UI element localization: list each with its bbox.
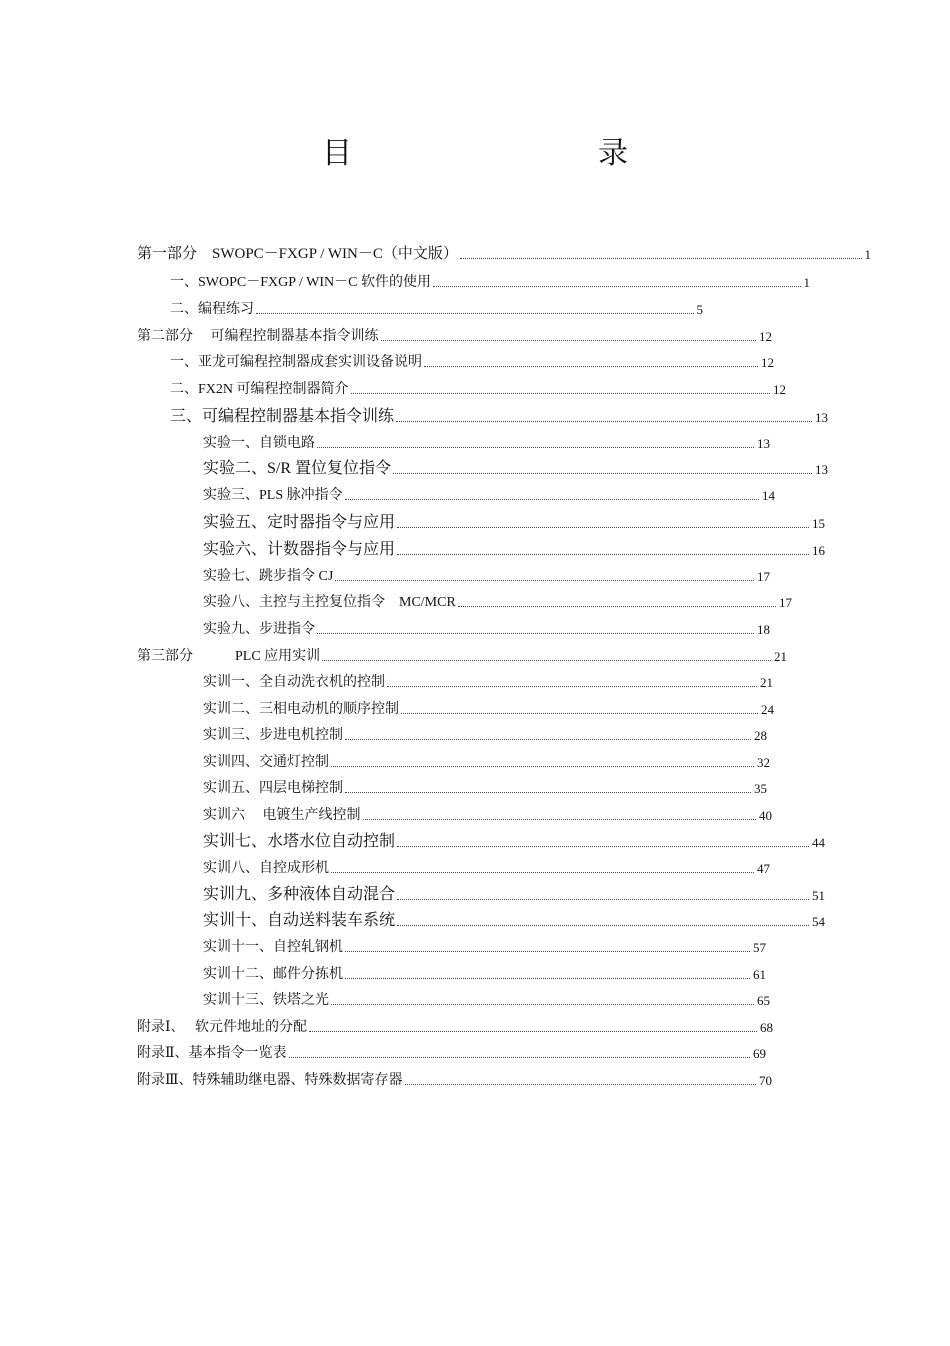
toc-entry-page: 16: [812, 543, 825, 558]
toc-entry-label: 第一部分 SWOPC－FXGP / WIN－C（中文版）: [137, 246, 458, 262]
toc-entry[interactable]: [203, 751, 770, 771]
toc-entry-page: 51: [812, 888, 825, 903]
toc-entry-page: 21: [774, 649, 787, 664]
toc-entry[interactable]: [203, 804, 772, 824]
dot-leader: [397, 898, 809, 900]
toc-entry[interactable]: [137, 1042, 766, 1062]
dot-leader: [351, 392, 770, 394]
toc-entry-page: 47: [757, 861, 770, 876]
toc-entry-page: 12: [759, 329, 772, 344]
toc-entry-label: 一、SWOPC－FXGP / WIN－C 软件的使用: [170, 275, 431, 290]
toc-entry[interactable]: [137, 1016, 773, 1036]
toc-entry[interactable]: [203, 432, 770, 452]
toc-entry-label: 实训二、三相电动机的顺序控制: [203, 702, 399, 717]
toc-entry-label: 实训七、水塔水位自动控制: [203, 833, 396, 850]
dot-leader: [331, 871, 754, 873]
toc-entry-label: 二、FX2N 可编程控制器简介: [170, 382, 349, 397]
toc-entry-page: 68: [760, 1020, 773, 1035]
dot-leader: [401, 712, 758, 714]
toc-entry[interactable]: [170, 403, 828, 426]
toc-entry[interactable]: [170, 298, 703, 318]
toc-entry-label: 实验八、主控与主控复位指令 MC/MCR: [203, 595, 456, 610]
toc-entry[interactable]: [203, 698, 774, 718]
toc-entry-label: 二、编程练习: [170, 302, 254, 317]
toc-entry-label: 实训五、四层电梯控制: [203, 781, 343, 796]
toc-entry-label: 实训三、步进电机控制: [203, 728, 343, 743]
toc-entry-page: 1: [864, 247, 871, 262]
toc-entry-label: 一、亚龙可编程控制器成套实训设备说明: [170, 355, 422, 370]
toc-entry-page: 28: [754, 728, 767, 743]
dot-leader: [345, 977, 750, 979]
toc-entry-label: 实训十二、邮件分拣机: [203, 967, 343, 982]
dot-leader: [289, 1056, 750, 1058]
toc-entry-page: 5: [696, 302, 703, 317]
toc-entry[interactable]: [203, 936, 766, 956]
toc-entry[interactable]: [203, 671, 773, 691]
toc-entry[interactable]: [203, 828, 825, 851]
toc-entry-label: 实训四、交通灯控制: [203, 755, 329, 770]
toc-entry-label: 第三部分 PLC 应用实训: [137, 649, 321, 664]
dot-leader: [317, 446, 754, 448]
toc-entry[interactable]: [203, 484, 775, 504]
toc-entry-page: 65: [757, 993, 770, 1008]
dot-leader: [397, 845, 809, 847]
toc-entry-page: 13: [815, 410, 828, 425]
toc-entry-page: 17: [779, 595, 792, 610]
toc-entry-label: 实验九、步进指令: [203, 622, 315, 637]
dot-leader: [363, 818, 757, 820]
dot-leader: [309, 1030, 757, 1032]
toc-entry[interactable]: [203, 989, 770, 1009]
toc-entry[interactable]: [203, 777, 767, 797]
toc-entry-label: 实训六 电镀生产线控制: [203, 808, 361, 823]
toc-entry[interactable]: [203, 963, 766, 983]
toc-entry-label: 附录Ⅰ、 软元件地址的分配: [137, 1020, 308, 1035]
toc-entry[interactable]: [170, 351, 774, 371]
toc-entry-page: 35: [754, 781, 767, 796]
toc-entry-page: 44: [812, 835, 825, 850]
toc-entry-label: 三、可编程控制器基本指令训练: [170, 408, 395, 425]
dot-leader: [331, 1003, 754, 1005]
toc-entry-page: 54: [812, 914, 825, 929]
dot-leader: [335, 579, 754, 581]
toc-entry[interactable]: [203, 881, 825, 904]
toc-entry[interactable]: [203, 618, 770, 638]
toc-entry[interactable]: [203, 536, 825, 559]
toc-entry-page: 40: [759, 808, 772, 823]
toc-entry-label: 实验二、S/R 置位复位指令: [203, 460, 392, 477]
toc-entry-page: 12: [773, 382, 786, 397]
dot-leader: [331, 765, 754, 767]
dot-leader: [393, 472, 812, 474]
toc-entry[interactable]: [137, 1069, 772, 1089]
toc-entry-page: 24: [761, 702, 774, 717]
toc-entry[interactable]: [203, 857, 770, 877]
toc-entry-page: 21: [760, 675, 773, 690]
toc-entry[interactable]: [203, 455, 828, 478]
toc-entry-page: 1: [803, 275, 810, 290]
toc-entry[interactable]: [203, 591, 792, 611]
dot-leader: [256, 312, 694, 314]
toc-entry-page: 18: [757, 622, 770, 637]
toc-entry-label: 实验六、计数器指令与应用: [203, 541, 396, 558]
toc-entry[interactable]: [203, 724, 767, 744]
toc-entry-label: 实验一、自锁电路: [203, 436, 315, 451]
toc-entry-label: 实训八、自控成形机: [203, 861, 329, 876]
dot-leader: [424, 365, 758, 367]
dot-leader: [397, 553, 809, 555]
toc-entry-label: 实训十、自动送料装车系统: [203, 912, 396, 929]
page-title: 目 录: [322, 137, 690, 170]
toc-entry-page: 32: [757, 755, 770, 770]
dot-leader: [322, 659, 771, 661]
toc-entry-page: 57: [753, 940, 766, 955]
toc-entry-label: 实验七、跳步指令 CJ: [203, 569, 334, 584]
dot-leader: [433, 285, 801, 287]
toc-entry[interactable]: [203, 565, 770, 585]
toc-entry-label: 实验五、定时器指令与应用: [203, 514, 396, 531]
dot-leader: [397, 526, 809, 528]
dot-leader: [345, 738, 751, 740]
toc-entry-page: 70: [759, 1073, 772, 1088]
dot-leader: [405, 1083, 757, 1085]
toc-entry[interactable]: [170, 271, 810, 291]
dot-leader: [345, 950, 750, 952]
toc-entry-page: 14: [762, 488, 775, 503]
toc-entry-page: 13: [815, 462, 828, 477]
toc-entry-page: 17: [757, 569, 770, 584]
dot-leader: [387, 685, 757, 687]
toc-entry-page: 69: [753, 1046, 766, 1061]
dot-leader: [381, 339, 757, 341]
dot-leader: [345, 791, 751, 793]
toc-entry-label: 实验三、PLS 脉冲指令: [203, 488, 343, 503]
toc-entry-label: 附录Ⅱ、基本指令一览表: [137, 1046, 287, 1061]
toc-entry-label: 实训十一、自控轧钢机: [203, 940, 343, 955]
toc-entry[interactable]: [137, 242, 871, 263]
toc-entry-label: 实训十三、铁塔之光: [203, 993, 329, 1008]
dot-leader: [460, 257, 862, 259]
toc-entry-page: 61: [753, 967, 766, 982]
dot-leader: [397, 924, 809, 926]
toc-entry[interactable]: [170, 378, 786, 398]
dot-leader: [458, 605, 776, 607]
toc-entry-label: 附录Ⅲ、特殊辅助继电器、特殊数据寄存器: [137, 1073, 403, 1088]
toc-entry[interactable]: [137, 645, 787, 665]
toc-entry[interactable]: [203, 509, 825, 532]
toc-entry-page: 15: [812, 516, 825, 531]
dot-leader: [396, 420, 812, 422]
toc-entry-page: 12: [761, 355, 774, 370]
toc-entry-label: 实训九、多种液体自动混合: [203, 886, 396, 903]
toc-entry-label: 实训一、全自动洗衣机的控制: [203, 675, 385, 690]
dot-leader: [345, 498, 759, 500]
toc-entry-label: 第二部分 可编程控制器基本指令训练: [137, 329, 379, 344]
toc-entry-page: 13: [757, 436, 770, 451]
toc-entry[interactable]: [137, 325, 772, 345]
dot-leader: [317, 632, 754, 634]
toc-entry[interactable]: [203, 907, 825, 930]
